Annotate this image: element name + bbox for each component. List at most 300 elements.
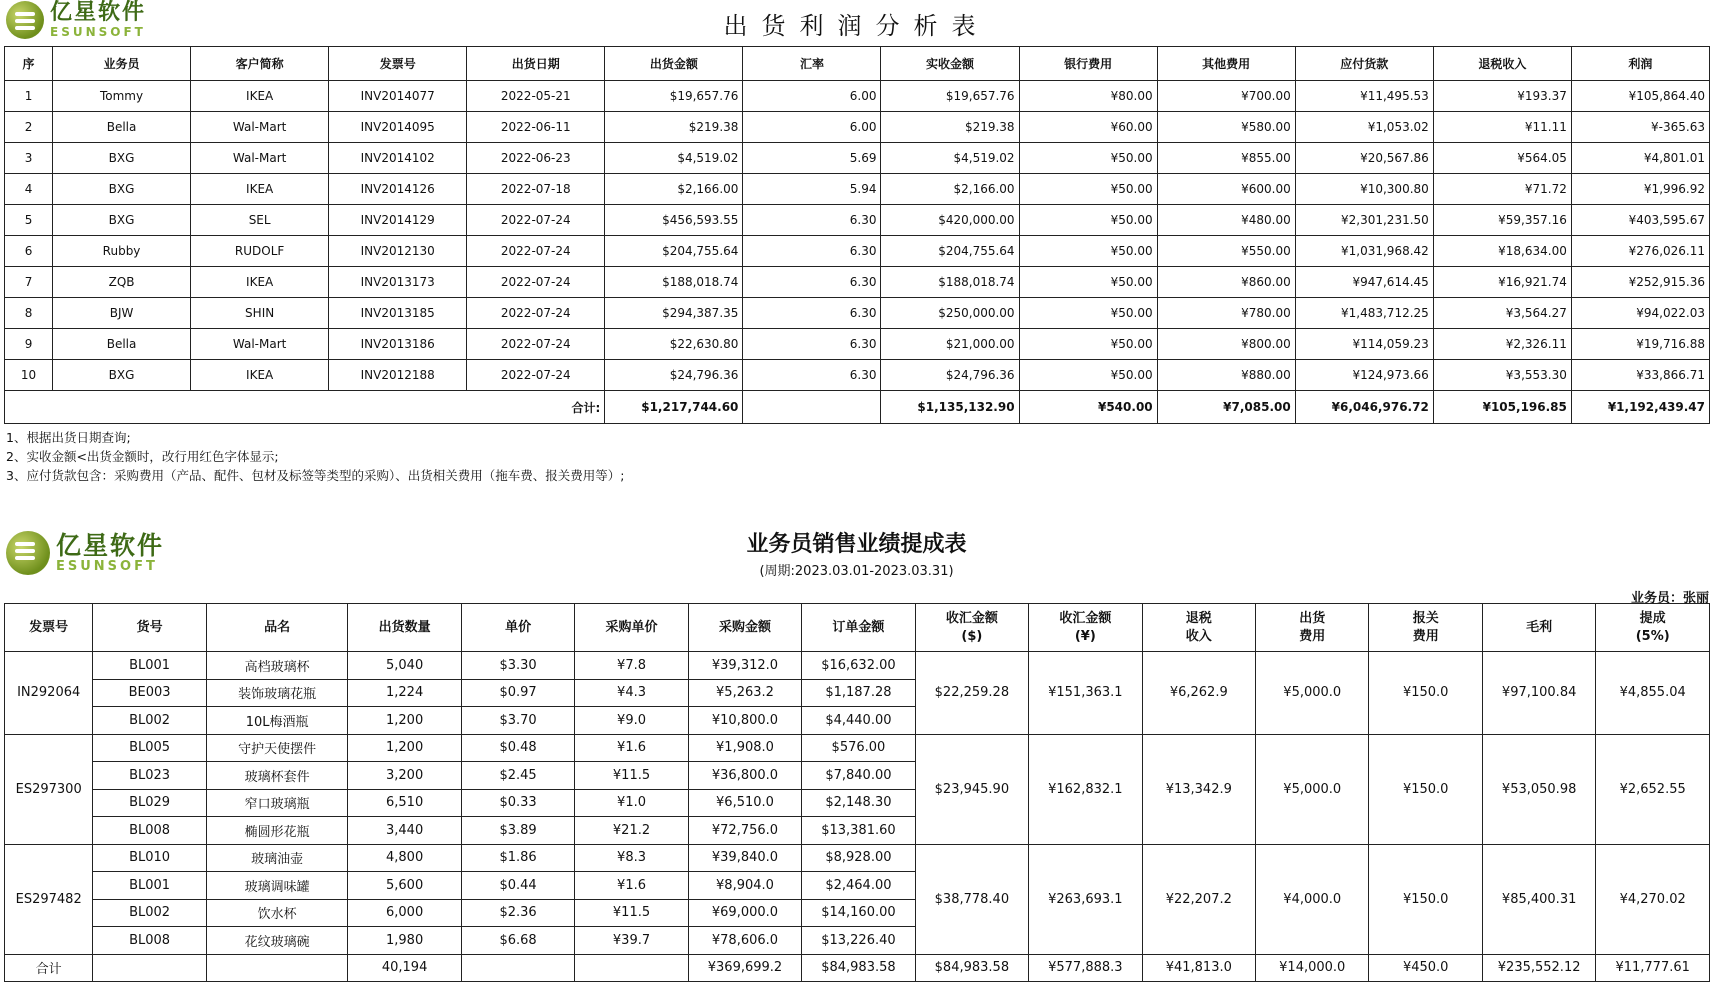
table-cell: ¥3,564.27 xyxy=(1433,298,1571,329)
table-cell: ¥50.00 xyxy=(1019,267,1157,298)
total-label: 合计 xyxy=(5,954,93,981)
table-cell: BL023 xyxy=(93,762,206,790)
total-cell xyxy=(461,954,574,981)
table-cell: ¥11.11 xyxy=(1433,112,1571,143)
table-cell: ¥39,312.0 xyxy=(688,652,801,680)
logo-en: ESUNSOFT xyxy=(56,559,158,574)
table-cell: ZQB xyxy=(53,267,191,298)
summary-cell: ¥151,363.1 xyxy=(1029,652,1142,735)
table-cell: BL010 xyxy=(93,844,206,872)
table-cell: INV2013186 xyxy=(329,329,467,360)
table-row xyxy=(5,734,1710,762)
total-cell xyxy=(575,954,688,981)
table-cell: BE003 xyxy=(93,679,206,707)
table-cell: 2022-07-18 xyxy=(467,174,605,205)
column-header: 客户简称 xyxy=(191,47,329,81)
table-cell: ¥600.00 xyxy=(1157,174,1295,205)
table-cell: BL029 xyxy=(93,789,206,817)
total-cell: $84,983.58 xyxy=(915,954,1028,981)
total-label: 合计: xyxy=(5,391,605,424)
table-cell: $2,166.00 xyxy=(881,174,1019,205)
table-cell: RUDOLF xyxy=(191,236,329,267)
summary-cell: ¥4,270.02 xyxy=(1596,844,1710,954)
table-cell: 窄口玻璃瓶 xyxy=(206,789,348,817)
table-cell: BL002 xyxy=(93,707,206,735)
total-cell: ¥6,046,976.72 xyxy=(1295,391,1433,424)
table-cell: ¥33,866.71 xyxy=(1571,360,1709,391)
column-header: 业务员 xyxy=(53,47,191,81)
table-cell: SHIN xyxy=(191,298,329,329)
table-cell: 5,600 xyxy=(348,872,461,900)
table-cell: 6,510 xyxy=(348,789,461,817)
table-cell: 2022-07-24 xyxy=(467,236,605,267)
total-row xyxy=(5,391,1710,424)
total-cell: ¥11,777.61 xyxy=(1596,954,1710,981)
column-header: 出货金额 xyxy=(605,47,743,81)
total-cell xyxy=(206,954,348,981)
table-row xyxy=(5,652,1710,680)
table-cell: 9 xyxy=(5,329,53,360)
table-cell: 7 xyxy=(5,267,53,298)
table-cell: BXG xyxy=(53,143,191,174)
table-cell: $13,381.60 xyxy=(802,817,915,845)
table-cell: ¥2,301,231.50 xyxy=(1295,205,1433,236)
table-cell: 5.69 xyxy=(743,143,881,174)
total-cell: ¥105,196.85 xyxy=(1433,391,1571,424)
summary-cell: ¥53,050.98 xyxy=(1482,734,1595,844)
table-cell: INV2012188 xyxy=(329,360,467,391)
table-cell: $19,657.76 xyxy=(605,81,743,112)
table-cell: BXG xyxy=(53,174,191,205)
table-cell: IKEA xyxy=(191,81,329,112)
table-cell: ¥60.00 xyxy=(1019,112,1157,143)
invoice-cell: IN292064 xyxy=(5,652,93,735)
table-cell: ¥39.7 xyxy=(575,927,688,955)
column-header: 毛利 xyxy=(1482,604,1595,652)
report2-period: (周期:2023.03.01-2023.03.31) xyxy=(759,564,954,579)
table-row xyxy=(5,81,1710,112)
total-cell xyxy=(93,954,206,981)
table-cell: ¥50.00 xyxy=(1019,236,1157,267)
column-header: 银行费用 xyxy=(1019,47,1157,81)
table-cell: 1 xyxy=(5,81,53,112)
table-cell: ¥114,059.23 xyxy=(1295,329,1433,360)
table-cell: ¥78,606.0 xyxy=(688,927,801,955)
table-cell: ¥16,921.74 xyxy=(1433,267,1571,298)
column-header: 品名 xyxy=(206,604,348,652)
column-header: 单价 xyxy=(461,604,574,652)
summary-cell: ¥162,832.1 xyxy=(1029,734,1142,844)
table-cell: 2022-06-11 xyxy=(467,112,605,143)
table-cell: 4,800 xyxy=(348,844,461,872)
table-cell: $0.44 xyxy=(461,872,574,900)
report2-salesman: 业务员：张丽 xyxy=(1630,591,1709,606)
table-row xyxy=(5,267,1710,298)
table-cell: Wal-Mart xyxy=(191,112,329,143)
total-cell: ¥450.0 xyxy=(1369,954,1482,981)
table-cell: IKEA xyxy=(191,360,329,391)
table-cell: 6.30 xyxy=(743,360,881,391)
table-cell: ¥700.00 xyxy=(1157,81,1295,112)
table-cell: 花纹玻璃碗 xyxy=(206,927,348,955)
summary-cell: ¥150.0 xyxy=(1369,734,1482,844)
table-cell: ¥480.00 xyxy=(1157,205,1295,236)
table-cell: ¥252,915.36 xyxy=(1571,267,1709,298)
invoice-cell: ES297482 xyxy=(5,844,93,954)
table-cell: BXG xyxy=(53,205,191,236)
table-cell: $204,755.64 xyxy=(881,236,1019,267)
table-cell: INV2014077 xyxy=(329,81,467,112)
table-cell: $8,928.00 xyxy=(802,844,915,872)
table-cell: ¥50.00 xyxy=(1019,360,1157,391)
table-row xyxy=(5,236,1710,267)
table-cell: ¥860.00 xyxy=(1157,267,1295,298)
table-cell: BL008 xyxy=(93,817,206,845)
table-cell: IKEA xyxy=(191,174,329,205)
table-cell: ¥580.00 xyxy=(1157,112,1295,143)
table-cell: ¥1.0 xyxy=(575,789,688,817)
table-cell: 玻璃调味罐 xyxy=(206,872,348,900)
table-cell: $13,226.40 xyxy=(802,927,915,955)
column-header: 序 xyxy=(5,47,53,81)
table-cell: ¥3,553.30 xyxy=(1433,360,1571,391)
commission-table xyxy=(4,603,1710,982)
table-cell: $24,796.36 xyxy=(881,360,1019,391)
table-header-row xyxy=(5,604,1710,652)
total-cell: ¥1,192,439.47 xyxy=(1571,391,1709,424)
table-cell: ¥72,756.0 xyxy=(688,817,801,845)
table-cell: INV2012130 xyxy=(329,236,467,267)
table-cell: BL005 xyxy=(93,734,206,762)
table-cell: ¥1,483,712.25 xyxy=(1295,298,1433,329)
invoice-cell: ES297300 xyxy=(5,734,93,844)
note-line: 2、实收金额<出货金额时，改行用红色字体显示; xyxy=(6,449,279,464)
column-header: 实收金额 xyxy=(881,47,1019,81)
table-cell: $16,632.00 xyxy=(802,652,915,680)
table-cell: ¥2,326.11 xyxy=(1433,329,1571,360)
table-cell: $204,755.64 xyxy=(605,236,743,267)
table-cell: ¥39,840.0 xyxy=(688,844,801,872)
table-cell: 6.30 xyxy=(743,205,881,236)
summary-cell: ¥6,262.9 xyxy=(1142,652,1255,735)
total-cell: $84,983.58 xyxy=(802,954,915,981)
table-cell: $4,440.00 xyxy=(802,707,915,735)
table-cell: 10 xyxy=(5,360,53,391)
table-cell: 6.30 xyxy=(743,236,881,267)
column-header: 退税收入 xyxy=(1433,47,1571,81)
table-cell: 4 xyxy=(5,174,53,205)
table-cell: $1,187.28 xyxy=(802,679,915,707)
summary-cell: ¥85,400.31 xyxy=(1482,844,1595,954)
table-cell: ¥50.00 xyxy=(1019,205,1157,236)
table-cell: ¥880.00 xyxy=(1157,360,1295,391)
table-cell: ¥50.00 xyxy=(1019,143,1157,174)
logo-cn: 亿星软件 xyxy=(56,531,165,560)
table-cell: IKEA xyxy=(191,267,329,298)
column-header: 发票号 xyxy=(329,47,467,81)
summary-cell: ¥150.0 xyxy=(1369,844,1482,954)
column-header: 提成 (5%) xyxy=(1596,604,1710,652)
table-cell: 玻璃杯套件 xyxy=(206,762,348,790)
table-cell: ¥4.3 xyxy=(575,679,688,707)
column-header: 利润 xyxy=(1571,47,1709,81)
table-cell: 10L梅酒瓶 xyxy=(206,707,348,735)
table-cell: BJW xyxy=(53,298,191,329)
total-row xyxy=(5,954,1710,981)
table-cell: 3,440 xyxy=(348,817,461,845)
total-cell: 40,194 xyxy=(348,954,461,981)
table-cell: ¥4,801.01 xyxy=(1571,143,1709,174)
table-cell: $3.70 xyxy=(461,707,574,735)
table-cell: $21,000.00 xyxy=(881,329,1019,360)
table-cell: 6.00 xyxy=(743,112,881,143)
table-cell: $294,387.35 xyxy=(605,298,743,329)
column-header: 汇率 xyxy=(743,47,881,81)
table-cell: INV2014129 xyxy=(329,205,467,236)
table-cell: ¥69,000.0 xyxy=(688,899,801,927)
table-cell: INV2014095 xyxy=(329,112,467,143)
table-cell: 5 xyxy=(5,205,53,236)
table-row xyxy=(5,143,1710,174)
table-cell: BL008 xyxy=(93,927,206,955)
column-header: 采购单价 xyxy=(575,604,688,652)
table-cell: Wal-Mart xyxy=(191,329,329,360)
table-cell: $188,018.74 xyxy=(605,267,743,298)
table-row xyxy=(5,360,1710,391)
table-cell: ¥1,996.92 xyxy=(1571,174,1709,205)
table-cell: ¥50.00 xyxy=(1019,329,1157,360)
table-cell: $250,000.00 xyxy=(881,298,1019,329)
table-cell: 6 xyxy=(5,236,53,267)
table-cell: ¥36,800.0 xyxy=(688,762,801,790)
table-cell: ¥7.8 xyxy=(575,652,688,680)
table-cell: Bella xyxy=(53,112,191,143)
table-cell: 5,040 xyxy=(348,652,461,680)
table-cell: ¥11.5 xyxy=(575,762,688,790)
table-cell: 1,980 xyxy=(348,927,461,955)
table-cell: 2022-07-24 xyxy=(467,205,605,236)
table-cell: $22,630.80 xyxy=(605,329,743,360)
table-cell: 2022-07-24 xyxy=(467,360,605,391)
table-cell: ¥-365.63 xyxy=(1571,112,1709,143)
table-cell: 2022-07-24 xyxy=(467,298,605,329)
table-cell: ¥1,031,968.42 xyxy=(1295,236,1433,267)
table-cell: $2,464.00 xyxy=(802,872,915,900)
table-cell: $0.97 xyxy=(461,679,574,707)
table-cell: ¥20,567.86 xyxy=(1295,143,1433,174)
summary-cell: $23,945.90 xyxy=(915,734,1028,844)
column-header: 发票号 xyxy=(5,604,93,652)
table-cell: BL001 xyxy=(93,872,206,900)
summary-cell: ¥150.0 xyxy=(1369,652,1482,735)
table-cell: ¥1.6 xyxy=(575,734,688,762)
total-cell: ¥41,813.0 xyxy=(1142,954,1255,981)
summary-cell: ¥4,000.0 xyxy=(1256,844,1369,954)
table-cell: ¥11.5 xyxy=(575,899,688,927)
table-cell: SEL xyxy=(191,205,329,236)
table-cell: ¥10,300.80 xyxy=(1295,174,1433,205)
table-cell: 6,000 xyxy=(348,899,461,927)
table-cell: 高档玻璃杯 xyxy=(206,652,348,680)
table-cell: 3,200 xyxy=(348,762,461,790)
table-cell: ¥124,973.66 xyxy=(1295,360,1433,391)
table-cell: 3 xyxy=(5,143,53,174)
table-row xyxy=(5,205,1710,236)
table-cell: ¥780.00 xyxy=(1157,298,1295,329)
table-cell: ¥800.00 xyxy=(1157,329,1295,360)
table-cell: ¥1,053.02 xyxy=(1295,112,1433,143)
logo-en: ESUNSOFT xyxy=(50,25,146,39)
table-cell: ¥105,864.40 xyxy=(1571,81,1709,112)
table-cell: 1,224 xyxy=(348,679,461,707)
table-cell: 守护天使摆件 xyxy=(206,734,348,762)
table-cell: ¥8,904.0 xyxy=(688,872,801,900)
notes xyxy=(6,428,624,485)
table-cell: 1,200 xyxy=(348,707,461,735)
total-cell: ¥14,000.0 xyxy=(1256,954,1369,981)
table-cell: ¥947,614.45 xyxy=(1295,267,1433,298)
column-header: 出货 费用 xyxy=(1256,604,1369,652)
summary-cell: ¥4,855.04 xyxy=(1596,652,1710,735)
table-cell: $188,018.74 xyxy=(881,267,1019,298)
table-cell: Wal-Mart xyxy=(191,143,329,174)
total-cell: ¥7,085.00 xyxy=(1157,391,1295,424)
table-cell: ¥18,634.00 xyxy=(1433,236,1571,267)
table-cell: $420,000.00 xyxy=(881,205,1019,236)
table-cell: 椭圆形花瓶 xyxy=(206,817,348,845)
table-cell: ¥276,026.11 xyxy=(1571,236,1709,267)
summary-cell: ¥13,342.9 xyxy=(1142,734,1255,844)
table-cell: 饮水杯 xyxy=(206,899,348,927)
table-cell: ¥8.3 xyxy=(575,844,688,872)
table-row xyxy=(5,298,1710,329)
note-line: 3、应付货款包含：采购费用（产品、配件、包材及标签等类型的采购）、出货相关费用（拖车费、报关费用等）; xyxy=(6,468,625,483)
note-line: 1、根据出货日期查询; xyxy=(6,430,131,445)
total-cell: ¥235,552.12 xyxy=(1482,954,1595,981)
column-header: 报关 费用 xyxy=(1369,604,1482,652)
column-header: 收汇金额 ($) xyxy=(915,604,1028,652)
table-cell: ¥1.6 xyxy=(575,872,688,900)
table-header-row xyxy=(5,47,1710,81)
table-cell: $219.38 xyxy=(605,112,743,143)
table-cell: ¥11,495.53 xyxy=(1295,81,1433,112)
table-cell: $2.45 xyxy=(461,762,574,790)
summary-cell: ¥97,100.84 xyxy=(1482,652,1595,735)
table-cell: BL002 xyxy=(93,899,206,927)
total-cell: ¥369,699.2 xyxy=(688,954,801,981)
table-cell: 2 xyxy=(5,112,53,143)
table-cell: ¥50.00 xyxy=(1019,298,1157,329)
column-header: 退税 收入 xyxy=(1142,604,1255,652)
table-cell: 6.30 xyxy=(743,298,881,329)
table-cell: $6.68 xyxy=(461,927,574,955)
table-row xyxy=(5,112,1710,143)
table-cell: $2,166.00 xyxy=(605,174,743,205)
total-cell: $1,217,744.60 xyxy=(605,391,743,424)
table-cell: 8 xyxy=(5,298,53,329)
column-header: 采购金额 xyxy=(688,604,801,652)
summary-cell: $22,259.28 xyxy=(915,652,1028,735)
table-cell: ¥19,716.88 xyxy=(1571,329,1709,360)
table-cell: BXG xyxy=(53,360,191,391)
report1-title: 出货利润分析表 xyxy=(723,12,990,40)
table-cell: $219.38 xyxy=(881,112,1019,143)
table-cell: $456,593.55 xyxy=(605,205,743,236)
table-cell: ¥10,800.0 xyxy=(688,707,801,735)
table-cell: 2022-05-21 xyxy=(467,81,605,112)
column-header: 其他费用 xyxy=(1157,47,1295,81)
summary-cell: ¥22,207.2 xyxy=(1142,844,1255,954)
report2-title: 业务员销售业绩提成表 xyxy=(746,532,967,557)
profit-table xyxy=(4,46,1710,424)
table-cell: ¥855.00 xyxy=(1157,143,1295,174)
table-row xyxy=(5,174,1710,205)
table-cell: Tommy xyxy=(53,81,191,112)
summary-cell: ¥5,000.0 xyxy=(1256,652,1369,735)
table-cell: ¥6,510.0 xyxy=(688,789,801,817)
table-cell: 6.00 xyxy=(743,81,881,112)
table-cell: 1,200 xyxy=(348,734,461,762)
column-header: 应付货款 xyxy=(1295,47,1433,81)
table-cell: ¥21.2 xyxy=(575,817,688,845)
total-cell: ¥577,888.3 xyxy=(1029,954,1142,981)
table-cell: 6.30 xyxy=(743,329,881,360)
table-cell: $576.00 xyxy=(802,734,915,762)
table-cell: Rubby xyxy=(53,236,191,267)
table-cell: ¥5,263.2 xyxy=(688,679,801,707)
table-cell: 6.30 xyxy=(743,267,881,298)
table-cell: $4,519.02 xyxy=(881,143,1019,174)
table-row xyxy=(5,844,1710,872)
table-cell: ¥80.00 xyxy=(1019,81,1157,112)
total-cell: $1,135,132.90 xyxy=(881,391,1019,424)
table-cell: 5.94 xyxy=(743,174,881,205)
table-cell: ¥403,595.67 xyxy=(1571,205,1709,236)
table-cell: 2022-07-24 xyxy=(467,329,605,360)
table-cell: $1.86 xyxy=(461,844,574,872)
table-row xyxy=(5,329,1710,360)
table-cell: $7,840.00 xyxy=(802,762,915,790)
column-header: 收汇金额 (¥) xyxy=(1029,604,1142,652)
table-cell: ¥50.00 xyxy=(1019,174,1157,205)
table-cell: ¥1,908.0 xyxy=(688,734,801,762)
table-cell: $19,657.76 xyxy=(881,81,1019,112)
table-cell: ¥71.72 xyxy=(1433,174,1571,205)
table-cell: ¥59,357.16 xyxy=(1433,205,1571,236)
table-cell: $0.48 xyxy=(461,734,574,762)
table-cell: INV2014126 xyxy=(329,174,467,205)
summary-cell: $38,778.40 xyxy=(915,844,1028,954)
total-cell xyxy=(743,391,881,424)
summary-cell: ¥5,000.0 xyxy=(1256,734,1369,844)
table-cell: INV2013185 xyxy=(329,298,467,329)
table-cell: $24,796.36 xyxy=(605,360,743,391)
table-cell: ¥9.0 xyxy=(575,707,688,735)
table-cell: $3.89 xyxy=(461,817,574,845)
table-cell: ¥550.00 xyxy=(1157,236,1295,267)
column-header: 订单金额 xyxy=(802,604,915,652)
table-cell: INV2014102 xyxy=(329,143,467,174)
summary-cell: ¥263,693.1 xyxy=(1029,844,1142,954)
table-cell: $3.30 xyxy=(461,652,574,680)
table-cell: Bella xyxy=(53,329,191,360)
column-header: 出货日期 xyxy=(467,47,605,81)
table-cell: 玻璃油壶 xyxy=(206,844,348,872)
table-cell: $2,148.30 xyxy=(802,789,915,817)
table-cell: 装饰玻璃花瓶 xyxy=(206,679,348,707)
summary-cell: ¥2,652.55 xyxy=(1596,734,1710,844)
table-cell: 2022-07-24 xyxy=(467,267,605,298)
